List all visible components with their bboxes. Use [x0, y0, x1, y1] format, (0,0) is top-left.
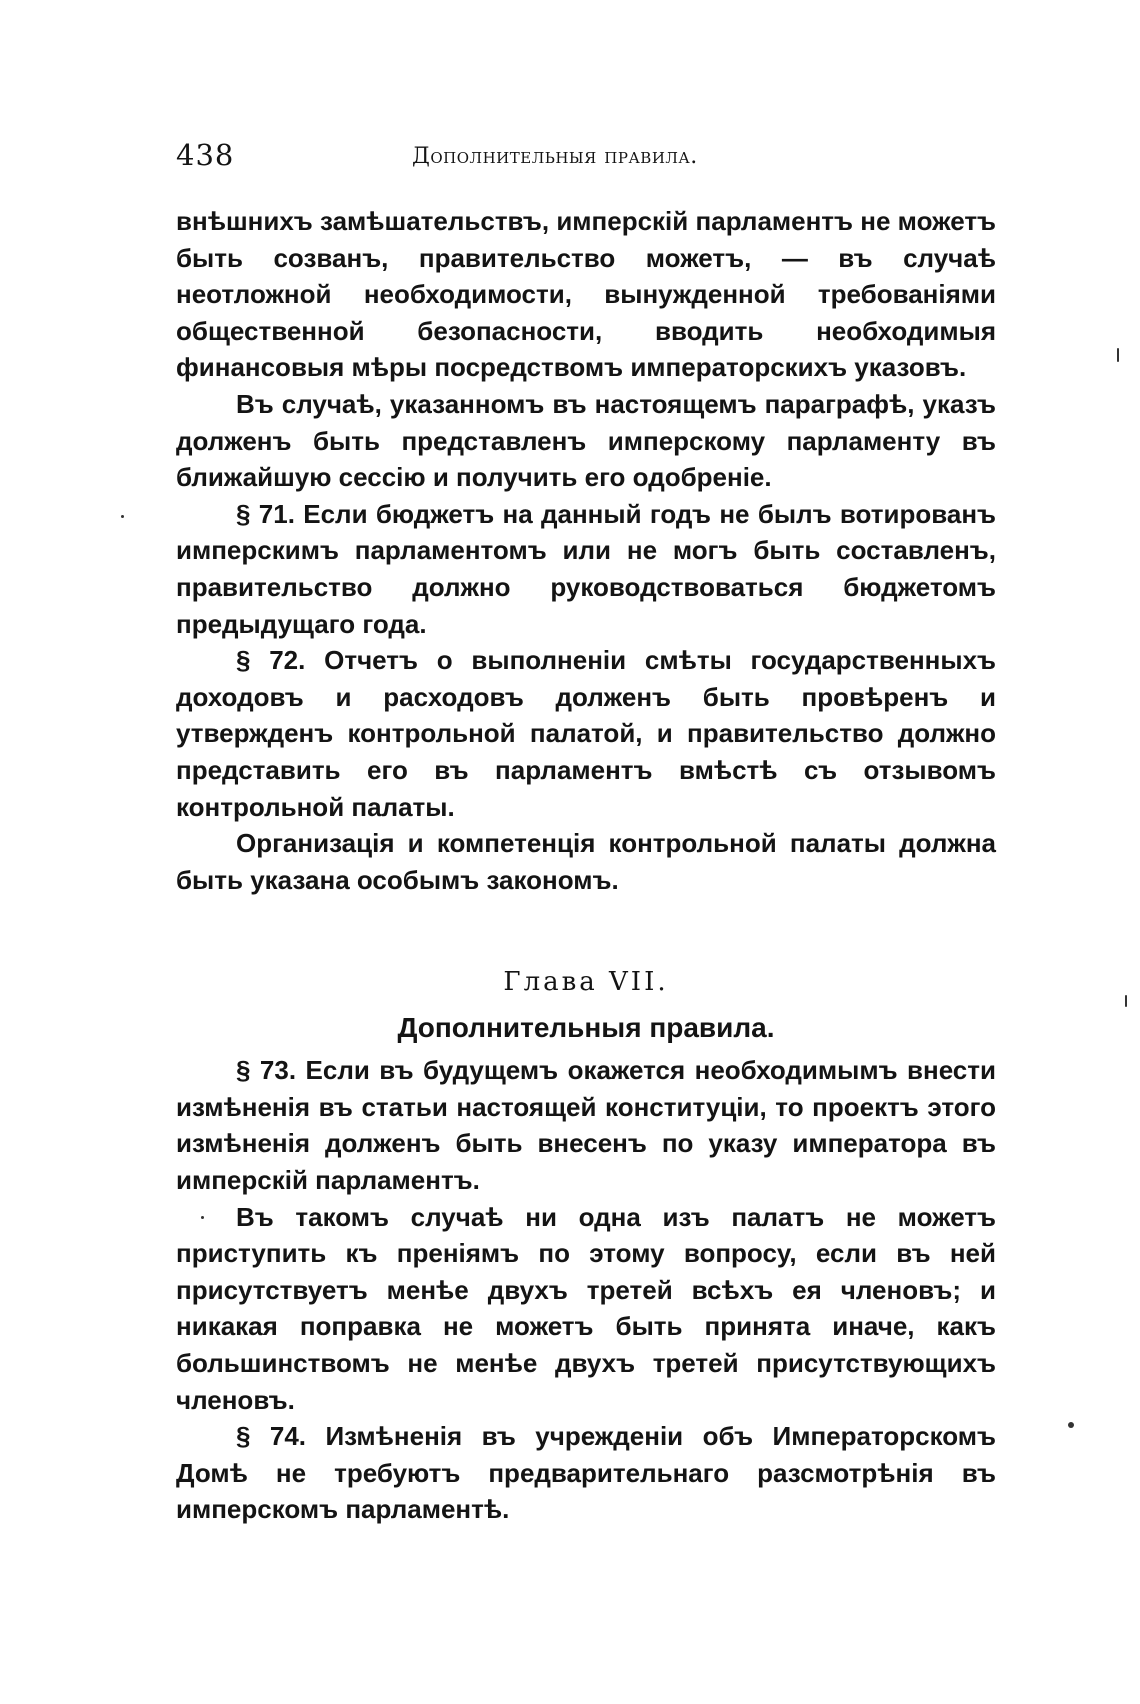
paragraph: внѣшнихъ замѣшательствъ, имперскій парламентъ не можетъ быть созванъ, правительство можетъ, — въ случаѣ неотложной необходимости, вынужденной требованіями общественной безопасности, вводить необходимыя финансовыя мѣры посредствомъ императорскихъ указовъ.: [176, 206, 996, 383]
running-title: Дополнительныя правила.: [412, 144, 698, 169]
paragraph-section-73: § 73. Если въ будущемъ окажется необходимымъ внести измѣненія въ статьи настоящей конституціи, то проектъ этого измѣненія долженъ быть внесенъ по указу императора въ имперскій парламентъ.: [176, 1055, 996, 1196]
scan-speck: [1125, 995, 1127, 1007]
paragraph: Организація и компетенція контрольной палаты должна быть указана особымъ закономъ.: [176, 828, 996, 895]
scan-speck: [1068, 1422, 1074, 1428]
chapter-heading: Глава VII.: [503, 967, 669, 998]
paragraph: Въ случаѣ, указанномъ въ настоящемъ параграфѣ, указъ долженъ быть представленъ имперскому парламенту въ ближайшую сессію и получить его одобреніе.: [176, 388, 996, 493]
paragraph: Въ такомъ случаѣ ни одна изъ палатъ не можетъ приступить къ преніямъ по этому вопросу, если въ ней присутствуетъ менѣе двухъ третей всѣхъ ея членовъ; и никакая поправка не можетъ быть принята иначе, какъ большинствомъ не менѣе двухъ третей присутствующихъ членовъ.: [176, 1201, 996, 1415]
page-body: [176, 203, 996, 1528]
page-number: 438: [176, 138, 235, 172]
paragraph-section-74: § 74. Измѣненія въ учрежденіи объ Императорскомъ Домѣ не требуютъ предварительнаго разсмотрѣнія въ имперскомъ парламентѣ.: [176, 1421, 996, 1525]
scan-speck: [121, 515, 124, 518]
paragraph-section-72: § 72. Отчетъ о выполненіи смѣты государственныхъ доходовъ и расходовъ долженъ быть провѣренъ и утвержденъ контрольной палатой, и правительство должно представить его въ парламентъ вмѣстѣ съ отзывомъ контрольной палаты.: [176, 645, 996, 822]
chapter-title: Дополнительныя правила.: [397, 1012, 775, 1044]
scan-speck: [201, 1216, 204, 1219]
page-header: [176, 138, 996, 182]
paragraph-section-71: § 71. Если бюджетъ на данный годъ не былъ вотированъ имперскимъ парламентомъ или не могъ быть составленъ, правительство должно руководствоваться бюджетомъ предыдущаго года.: [176, 498, 996, 639]
scan-speck: [1117, 348, 1119, 362]
